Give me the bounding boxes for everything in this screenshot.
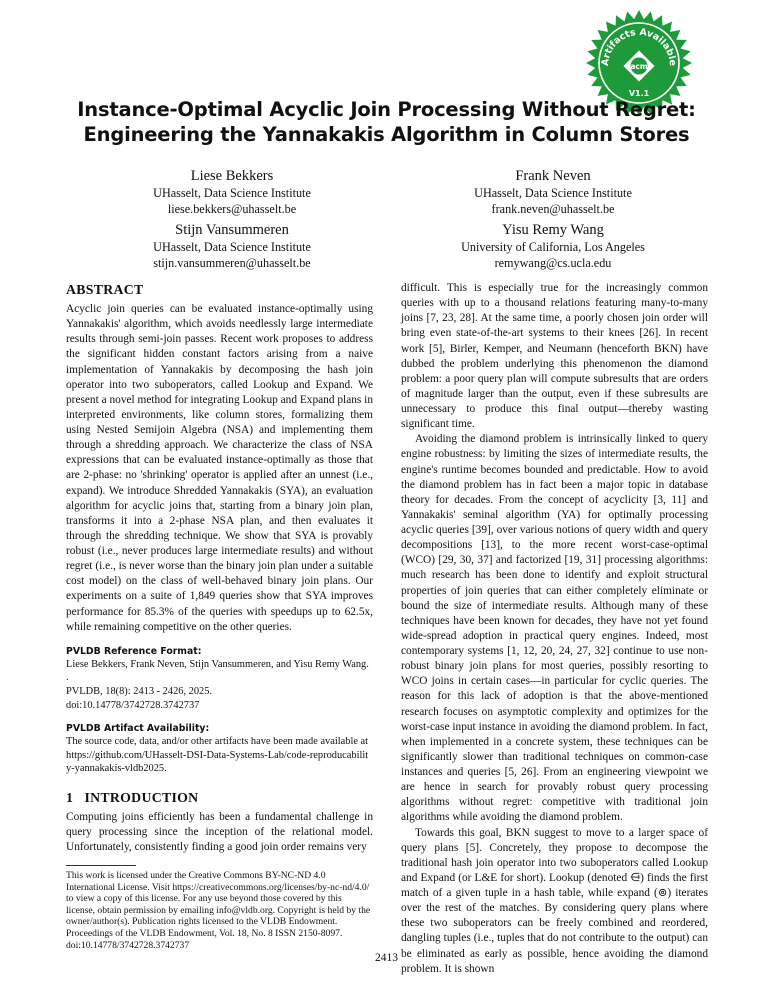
page-number: 2413 [375, 952, 398, 964]
left-column [66, 281, 373, 855]
license-footnote [66, 865, 373, 951]
reference-citation: PVLDB, 18(8): 2413 - 2426, 2025. [66, 685, 213, 697]
author-name: Yisu Remy Wang [502, 222, 604, 238]
reference-format-heading: PVLDB Reference Format: [66, 645, 202, 657]
badge-version: V1.1 [628, 89, 650, 98]
author-email: liese.bekkers@uhasselt.be [167, 201, 297, 216]
footnote-proceedings: Proceedings of the VLDB Endowment, Vol. 18, No. 8 ISSN 2150-8097. [66, 927, 343, 939]
author-email: frank.neven@uhasselt.be [491, 201, 615, 216]
introduction-paragraph: Towards this goal, BKN suggest to move to a larger space of query plans [5]. Concretely, they propose to decompose the traditional hash join operator into two suboperators called Lookup and Expand (or L&E for short). Lookup (denoted ⋳) finds the first match of a given tuple in a hash table, while expand (⊚) iterates over the rest of the matches. By considering query plans where these two suboperators can be freely combined and reordered, dangling tuples (i.e., tuples that do not contribute to the output) can be eliminated as early as possible, hence avoiding the diamond problem. It is shown [401, 826, 708, 975]
artifact-url-part-2[interactable]: y-yannakakis-vldb2025. [66, 763, 167, 775]
reference-authors: Liese Bekkers, Frank Neven, Stijn Vansummeren, and Yisu Remy Wang. . [66, 658, 369, 684]
author-name: Liese Bekkers [190, 168, 274, 184]
right-column [401, 281, 708, 977]
introduction-paragraph: difficult. This is especially true for the increasingly common queries with up to a thousand relations featuring many-to-many joins [7, 23, 28]. At the same time, a poorly chosen join order will bring even state-of-the-art systems to their knees [26]. In recent work [5], Birler, Kemper, and Neumann (henceforth BKN) have dubbed the problem underlying this phenomenon the diamond problem: a poor query plan will compute subresults that are orders of magnitude larger than the output, even if these subresults are unnecessary to produce this final output—thereby wasting significant time. [401, 282, 708, 431]
introduction-heading [66, 789, 373, 806]
footnote-divider [66, 865, 136, 866]
author-affiliation: UHasselt, Data Science Institute [153, 240, 311, 254]
badge-text: Artifacts Available [599, 26, 679, 67]
artifact-text: The source code, data, and/or other artifacts have been made available at [66, 736, 369, 748]
title-line-2: Engineering the Yannakakis Algorithm in Column Stores [83, 123, 690, 146]
artifact-url[interactable] [66, 749, 373, 776]
introduction-paragraph: Computing joins efficiently has been a fundamental challenge in query processing since the inception of the relational model. Unfortunately, consistently finding a good join order remains very [66, 810, 373, 854]
artifact-heading: PVLDB Artifact Availability: [66, 723, 210, 735]
reference-doi: doi:10.14778/3742728.3742737 [66, 699, 200, 711]
section-title: INTRODUCTION [84, 789, 199, 805]
introduction-paragraph: Avoiding the diamond problem is intrinsically linked to query engine robustness: by limiting the sizes of intermediate results, the engine's runtime becomes bounded and predictable. How to avoid the diamond problem has in fact been a major topic in database theory for decades. From the concept of acyclicity [3, 11] and Yannakakis' seminal algorithm (YA) for optimally processing acyclic queries [39], over various notions of query width and query decompositions [13], to the more recent worst-case-optimal (WCO) [29, 30, 37] and factorized [19, 31] processing algorithms: much research has been done to identify and exploit structural properties of join queries that can either completely eliminate or bound the size of intermediate results. Although many of these techniques have been known for decades, they have not yet found wide-spread adoption in practical query engines. Indeed, most contemporary systems [1, 12, 20, 24, 27, 32] continue to use non-robust binary join plans for most queries, possibly resorting to WCO joins in certain cases—in particular for cyclic queries. The reason for this lack of adoption is that the above-mentioned research focuses on asymptotic complexity and optimizes for the worst-case input instance in avoiding the diamond problem. In fact, when implemented in a concrete system, these techniques can be significantly slower than traditional techniques on common-case instances and queries [5, 26]. From an engineering viewpoint we are hence in search for provably robust query processing algorithms without regret: competitive with traditional join algorithms while avoiding the diamond problem. [401, 433, 708, 824]
paper-title [40, 97, 733, 147]
artifact-url-part-1[interactable]: https://github.com/UHasselt-DSI-Data-Systems-Lab/code-reproducabilit [66, 749, 369, 761]
author-block [87, 167, 377, 217]
abstract-heading: ABSTRACT [66, 282, 144, 297]
author-email: stijn.vansummeren@uhasselt.be [153, 255, 311, 270]
author-affiliation: UHasselt, Data Science Institute [153, 186, 311, 200]
footnote-doi: doi:10.14778/3742728.3742737 [66, 939, 190, 951]
author-name: Stijn Vansummeren [175, 222, 289, 238]
author-affiliation: UHasselt, Data Science Institute [474, 186, 632, 200]
author-name: Frank Neven [515, 168, 591, 184]
acm-logo-text: acm [630, 62, 648, 71]
abstract-text: Acyclic join queries can be evaluated instance-optimally using Yannakakis' algorithm, which avoids needlessly large intermediate results through semi-join passes. Recent work proposes to address the significant hidden constant factors arising from a naive implementation of Yannakakis by decomposing the hash join operator into two suboperators, called Lookup and Expand. We present a novel method for integrating Lookup and Expand plans in interpreted environments, like column stores, formalizing them using Nested Semijoin Algebra (NSA) and implementing them through a shredding approach. We characterize the class of NSA expressions that can be evaluated instance-optimally as those that are 2-phase: no 'shrinking' operator is applied after an unnest (i.e., expand). We introduce Shredded Yannakakis (SYA), an evaluation algorithm for acyclic joins that, starting from a binary join plan, transforms it into a 2-phase NSA plan, and then evaluates it through the shredding technique. We show that SYA is provably robust (i.e., never produces large intermediate results) and without regret (i.e., is never worse than the binary join plan under a suitable cost model) on the class of well-behaved binary join plans. Our experiments on a suite of 1,849 queries show that SYA improves performance for 85.3% of the queries with speedups up to 62.5x, while remaining competitive on the other queries. [66, 303, 373, 633]
footnote-license: This work is licensed under the Creative Commons BY-NC-ND 4.0 International License. Visit https://creativecommons.org/licenses/by-nc-nd/4.0/ to view a copy of this license. For any use beyond those covered by this license, obtain permission by emailing info@vldb.org. Copyright is held by the owner/author(s). Publication rights licensed to the VLDB Endowment. [66, 870, 371, 928]
section-number: 1 [66, 789, 74, 805]
author-block [87, 221, 377, 271]
author-email: remywang@cs.ucla.edu [494, 255, 612, 270]
author-block [408, 221, 698, 271]
author-affiliation: University of California, Los Angeles [461, 240, 645, 254]
author-block [408, 167, 698, 217]
title-line-1: Instance-Optimal Acyclic Join Processing Without Regret: [77, 98, 696, 121]
